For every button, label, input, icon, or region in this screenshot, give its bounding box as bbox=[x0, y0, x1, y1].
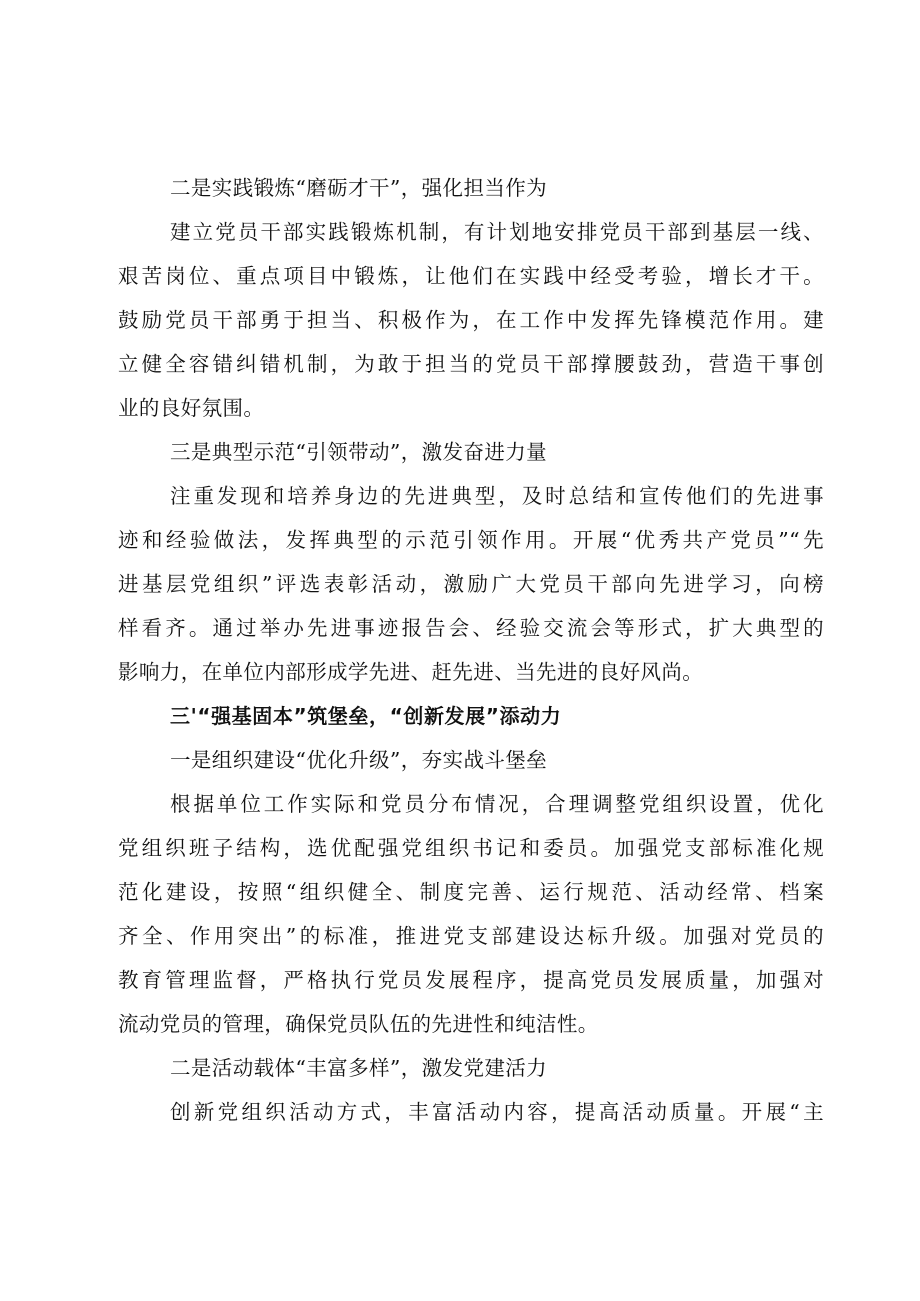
paragraph-practice-training bbox=[118, 210, 824, 430]
paragraph-line: 鼓励党员干部勇于担当、积极作为，在工作中发挥先锋模范作用。建 bbox=[118, 308, 824, 332]
document-body bbox=[118, 166, 824, 1134]
paragraph-role-models bbox=[118, 474, 824, 694]
subheading-activity-carriers: 二是活动载体“丰富多样”，激发党建活力 bbox=[170, 1056, 548, 1080]
subheading-organization-building: 一是组织建设“优化升级”，夯实战斗堡垒 bbox=[170, 748, 548, 772]
paragraph-line: 流动党员的管理，确保党员队伍的先进性和纯洁性。 bbox=[118, 1012, 599, 1036]
paragraph-line: 业的良好氛围。 bbox=[118, 396, 265, 420]
paragraph-line: 影响力，在单位内部形成学先进、赶先进、当先进的良好风尚。 bbox=[118, 660, 704, 684]
paragraph-line: 迹和经验做法，发挥典型的示范引领作用。开展“优秀共产党员”“先 bbox=[118, 528, 824, 552]
paragraph-line: 根据单位工作实际和党员分布情况，合理调整党组织设置，优化 bbox=[170, 792, 824, 816]
paragraph-line: 党组织班子结构，选优配强党组织书记和委员。加强党支部标准化规 bbox=[118, 836, 824, 860]
paragraph-line: 样看齐。通过举办先进事迹报告会、经验交流会等形式，扩大典型的 bbox=[118, 616, 824, 640]
paragraph-line: 艰苦岗位、重点项目中锻炼，让他们在实践中经受考验，增长才干。 bbox=[118, 264, 824, 288]
paragraph-line: 范化建设，按照“组织健全、制度完善、运行规范、活动经常、档案 bbox=[118, 880, 824, 904]
paragraph-organization-building bbox=[118, 782, 824, 1046]
subheading-role-models: 三是典型示范“引领带动”，激发奋进力量 bbox=[170, 440, 548, 464]
subheading-practice-training: 二是实践锻炼“磨砺才干”，强化担当作为 bbox=[170, 176, 548, 200]
section-heading-three: 三'“强基固本”筑堡垒，“创新发展”添动力 bbox=[170, 704, 562, 728]
paragraph-line: 创新党组织活动方式，丰富活动内容，提高活动质量。开展“主 bbox=[170, 1100, 824, 1124]
paragraph-line: 建立党员干部实践锻炼机制，有计划地安排党员干部到基层一线、 bbox=[170, 220, 824, 244]
paragraph-line: 进基层党组织”评选表彰活动，激励广大党员干部向先进学习，向榜 bbox=[118, 572, 824, 596]
paragraph-line: 注重发现和培养身边的先进典型，及时总结和宣传他们的先进事 bbox=[170, 484, 824, 508]
paragraph-line: 齐全、作用突出”的标准，推进党支部建设达标升级。加强对党员的 bbox=[118, 924, 824, 948]
paragraph-activity-carriers bbox=[118, 1090, 824, 1134]
paragraph-line: 立健全容错纠错机制，为敢于担当的党员干部撑腰鼓劲，营造干事创 bbox=[118, 352, 824, 376]
paragraph-line: 教育管理监督，严格执行党员发展程序，提高党员发展质量，加强对 bbox=[118, 968, 824, 992]
